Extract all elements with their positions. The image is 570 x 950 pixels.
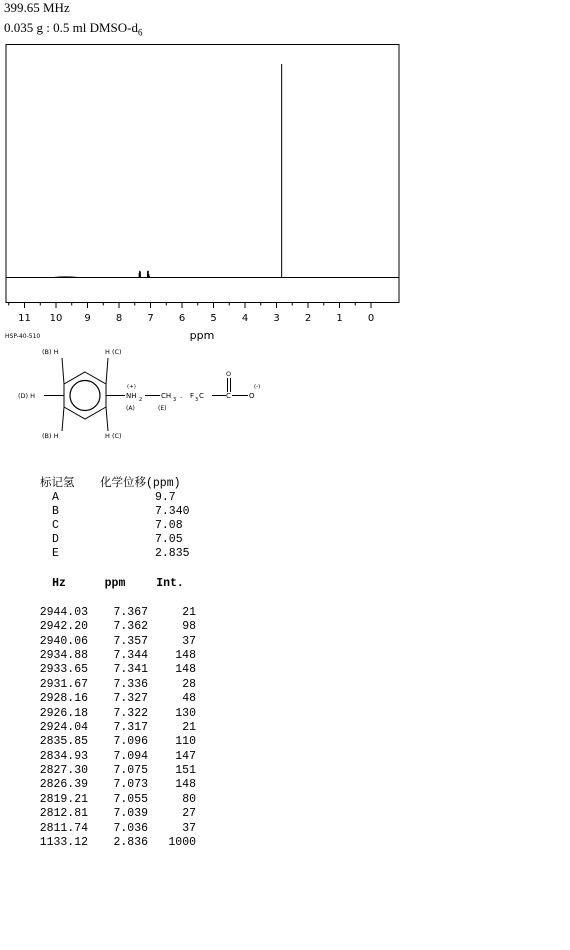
carboxyl-c: C [226, 392, 231, 400]
peak-int: 1000 [168, 836, 196, 850]
peak-row [30, 764, 198, 778]
x-tick-label: 5 [210, 313, 217, 324]
nmr-spectrum-chart [0, 40, 570, 340]
x-tick-label: 10 [49, 313, 63, 324]
peak-int: 80 [182, 792, 196, 806]
x-tick-label: 7 [147, 313, 154, 324]
peak-ppm: 7.075 [113, 764, 148, 778]
x-tick-label: 1 [336, 313, 343, 324]
peak-hz: 2827.30 [39, 764, 88, 778]
x-tick-label: 6 [178, 313, 186, 324]
assign-label: B [52, 505, 59, 518]
peak-row [30, 750, 198, 764]
col-int: Int. [156, 577, 184, 590]
assign-col-label: 标记氢 [40, 477, 75, 490]
label-e: (E) [158, 405, 167, 412]
x-tick-label: 4 [241, 313, 249, 324]
assignment-row [40, 505, 190, 519]
peak-row [30, 692, 198, 706]
assign-shift: 7.05 [155, 533, 183, 546]
carbonyl-o: O [226, 370, 232, 378]
nh-subscript: 2 [139, 397, 143, 403]
plot-frame [6, 45, 399, 303]
peak-row [30, 778, 198, 792]
assign-col-shift: 化学位移(ppm) [100, 477, 181, 490]
assignment-row [40, 547, 190, 561]
assign-shift: 2.835 [155, 547, 190, 560]
label-d: (D) H [18, 392, 36, 400]
peak-hz: 2934.88 [39, 648, 88, 662]
peak-row [30, 836, 198, 850]
peak-hz: 2928.16 [39, 692, 88, 706]
label-c-bot: H (C) [105, 432, 122, 440]
assignment-row [40, 533, 190, 547]
x-tick-label: 8 [115, 313, 123, 324]
assign-label: E [52, 547, 59, 560]
f-label: F [190, 392, 195, 400]
nh-label: NH [126, 392, 137, 400]
peak-int: 148 [175, 648, 196, 662]
peak-row [30, 620, 198, 634]
peak-ppm: 7.039 [113, 807, 148, 821]
peak-hz: 2942.20 [39, 620, 88, 634]
assign-label: C [52, 519, 59, 532]
peak-hz: 2933.65 [39, 663, 88, 677]
peak-table [30, 577, 198, 850]
col-hz: Hz [52, 577, 66, 590]
peak-int: 37 [182, 821, 196, 835]
label-a: (A) [126, 405, 135, 412]
assign-shift: 9.7 [155, 491, 176, 504]
sample-main: 0.035 g : 0.5 ml DMSO-d [4, 20, 138, 35]
peak-int: 147 [175, 749, 196, 763]
assign-shift: 7.340 [155, 505, 190, 518]
assign-label: D [52, 533, 59, 546]
aromatic-circle [70, 381, 100, 411]
col-ppm: ppm [104, 577, 126, 590]
x-tick-label: 9 [84, 313, 91, 324]
peak-hz: 2835.85 [39, 735, 88, 749]
x-axis-ticks [9, 303, 374, 325]
assign-shift: 7.08 [155, 519, 183, 532]
peak-ppm: 7.357 [113, 634, 148, 648]
x-tick-label: 2 [304, 313, 312, 324]
peak-ppm: 7.336 [113, 677, 148, 691]
peak-hz: 2931.67 [39, 677, 88, 691]
peak-int: 48 [182, 692, 196, 706]
peak-ppm: 7.341 [113, 663, 148, 677]
f-subscript: 3 [195, 397, 199, 403]
peak-int: 21 [182, 605, 196, 619]
assignment-row [40, 519, 190, 533]
assignment-header [40, 477, 190, 491]
assignment-row [40, 491, 190, 505]
peak-ppm: 7.344 [113, 648, 148, 662]
peak-row [30, 606, 198, 620]
peak-hz: 2924.04 [39, 720, 88, 734]
x-tick-label: 0 [367, 313, 375, 324]
peak-hz: 2940.06 [39, 634, 88, 648]
peak-row [30, 822, 198, 836]
peak-row [30, 735, 198, 749]
peak-int: 151 [175, 764, 196, 778]
peak-hz: 2834.93 [39, 749, 88, 763]
peak-row [30, 807, 198, 821]
peak-row [30, 649, 198, 663]
spectrometer-frequency: 399.65 MHz [4, 0, 70, 15]
peak-ppm: 7.317 [113, 720, 148, 734]
x-tick-label: 3 [273, 313, 280, 324]
bond-c-top [106, 358, 108, 384]
label-b-bot: (B) H [42, 432, 59, 440]
peak-int: 28 [182, 677, 196, 691]
oxygen-label: O [249, 392, 255, 400]
assignment-rows [40, 491, 190, 561]
peak-row [30, 721, 198, 735]
x-tick-label: 11 [18, 313, 31, 324]
peak-row [30, 663, 198, 677]
peak-int: 37 [182, 634, 196, 648]
peak-ppm: 7.327 [113, 692, 148, 706]
peak-hz: 2926.18 [39, 706, 88, 720]
peak-ppm: 7.094 [113, 749, 148, 763]
bond-c-bot [106, 407, 108, 431]
ch-subscript: 3 [173, 397, 177, 403]
peak-hz: 2819.21 [39, 792, 88, 806]
peak-ppm: 7.055 [113, 792, 148, 806]
assign-label: A [52, 491, 59, 504]
peak-int: 130 [175, 706, 196, 720]
peak-int: 110 [175, 735, 196, 749]
peak-ppm: 7.362 [113, 620, 148, 634]
peak-int: 27 [182, 807, 196, 821]
peak-row [30, 635, 198, 649]
cf3-c-label: C [199, 392, 204, 400]
peak-table-rows [30, 606, 198, 851]
peak-ppm: 2.836 [113, 836, 148, 850]
peak-int: 148 [175, 778, 196, 792]
assignment-table [40, 477, 190, 561]
peak-ppm: 7.036 [113, 821, 148, 835]
peak-hz: 2812.81 [39, 807, 88, 821]
peak-table-spacer [30, 591, 198, 605]
plus-charge: (+) [127, 384, 136, 390]
peak-lines [53, 64, 281, 278]
peak-ppm: 7.096 [113, 735, 148, 749]
minus-charge: (-) [254, 384, 261, 390]
peak-int: 148 [175, 663, 196, 677]
peak-ppm: 7.073 [113, 778, 148, 792]
peak-ppm: 7.367 [113, 605, 148, 619]
bond-b-top [62, 358, 64, 384]
label-c-top: H (C) [105, 348, 122, 356]
structure-code: HSP-40-510 [5, 333, 41, 340]
x-axis-label: ppm [189, 329, 215, 342]
bond-b-bot [62, 407, 64, 431]
sample-subscript: 6 [137, 27, 143, 38]
peak-row [30, 793, 198, 807]
label-b-top: (B) H [42, 348, 59, 356]
sample-info [4, 20, 142, 41]
peak-hz: 2811.74 [39, 821, 88, 835]
peak-hz: 2944.03 [39, 605, 88, 619]
peak-row [30, 678, 198, 692]
peak-row [30, 707, 198, 721]
salt-dot: . [180, 392, 183, 400]
peak-int: 21 [182, 720, 196, 734]
peak-ppm: 7.322 [113, 706, 148, 720]
peak-table-header [30, 577, 198, 591]
peak-int: 98 [182, 620, 196, 634]
peak-hz: 1133.12 [39, 836, 88, 850]
ch-label: CH [161, 392, 172, 400]
peak-hz: 2826.39 [39, 778, 88, 792]
